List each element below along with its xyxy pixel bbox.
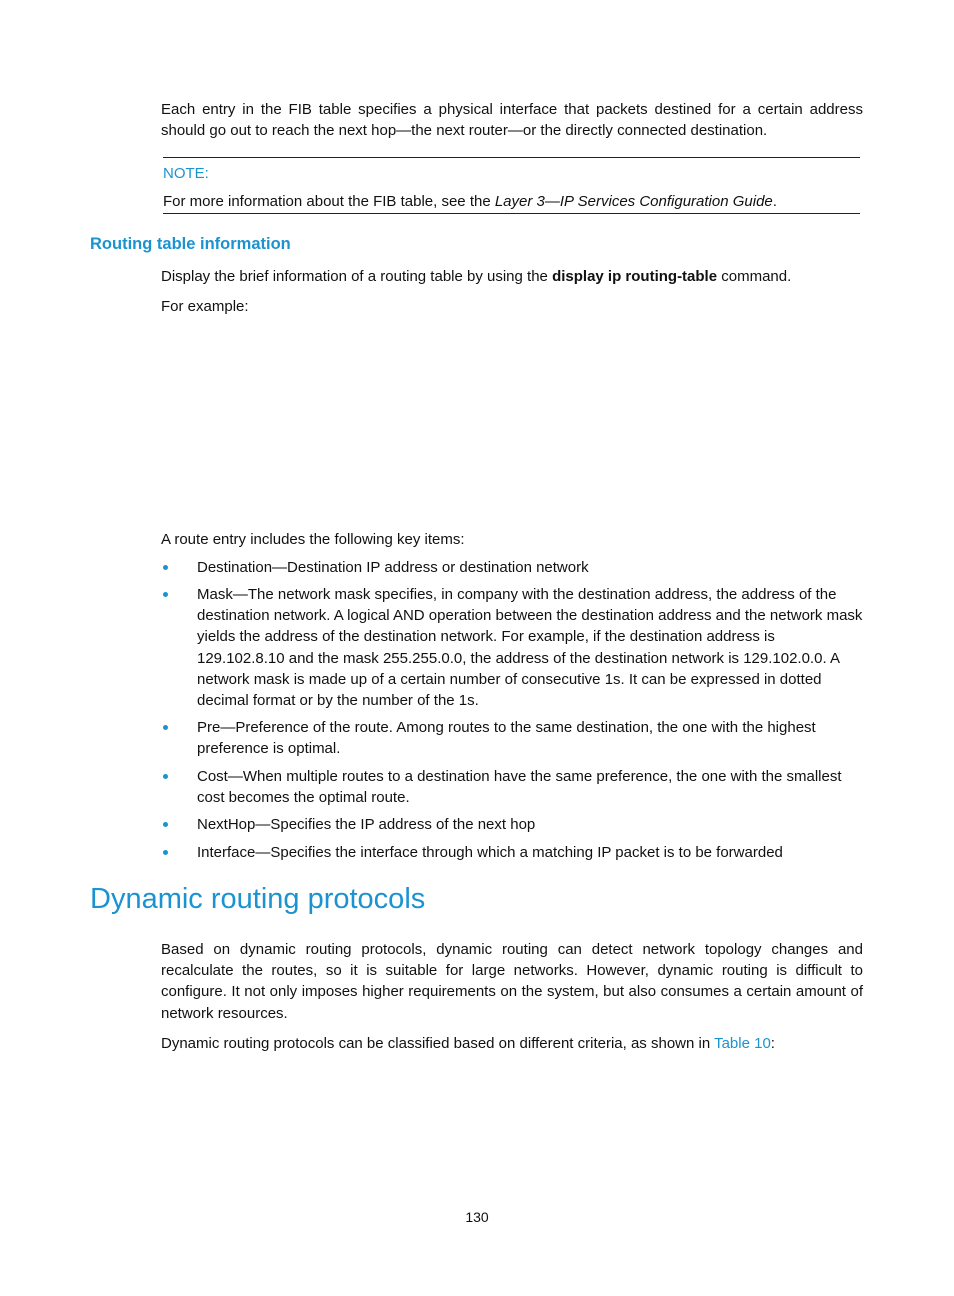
dynamic-paragraph-2-before: Dynamic routing protocols can be classified based on different criteria, as shown in xyxy=(161,1035,715,1052)
bullet-dot xyxy=(163,774,168,779)
display-text-after: command. xyxy=(717,268,792,285)
list-item: Destination—Destination IP address or destination network xyxy=(197,559,589,576)
list-item: Cost—When multiple routes to a destination have the same preference, the one with the smallest cost becomes the optimal route. xyxy=(197,768,842,807)
note-text xyxy=(163,193,777,210)
list-item: Interface—Specifies the interface through which a matching IP packet is to be forwarded xyxy=(197,844,783,861)
display-command-paragraph xyxy=(161,266,863,287)
display-text-before: Display the brief information of a routing table by using the xyxy=(161,268,553,285)
note-text-before: For more information about the FIB table, see the xyxy=(163,193,495,210)
note-top-rule xyxy=(163,157,860,158)
bullet-dot xyxy=(163,850,168,855)
key-items-intro: A route entry includes the following key items: xyxy=(161,531,465,548)
list-item: Mask—The network mask specifies, in company with the destination address, the address of the destination network. A logical AND operation between the destination address and the network mask yields the address of the destination network. For example, if the destination address is 129.102.8.10 and the mask 255.255.0.0, the address of the destination network is 129.102.0.0. A network mask is made up of a certain number of consecutive 1s. It can be expressed in dotted decimal format or by the number of the 1s. xyxy=(197,586,863,710)
list-item: Pre—Preference of the route. Among routes to the same destination, the one with the highest preference is optimal. xyxy=(197,719,816,758)
note-label: NOTE: xyxy=(163,165,209,182)
note-text-after: . xyxy=(772,193,777,210)
intro-paragraph: Each entry in the FIB table specifies a physical interface that packets destined for a certain address should go out to reach the next hop—the next router—or the directly connected destination. xyxy=(161,101,863,140)
table-10-link[interactable]: Table 10 xyxy=(714,1035,771,1052)
bullet-dot xyxy=(163,822,168,827)
dynamic-paragraph-1: Based on dynamic routing protocols, dynamic routing can detect network topology changes and recalculate the routes, so it is suitable for large networks. However, dynamic routing is difficult to configure. It not only imposes higher requirements on the system, but also consumes a certain amount of network resources. xyxy=(161,941,863,1022)
list-item: NextHop—Specifies the IP address of the next hop xyxy=(197,816,536,833)
section-heading-dynamic-routing: Dynamic routing protocols xyxy=(90,883,426,915)
guide-title: Layer 3—IP Services Configuration Guide xyxy=(494,193,773,210)
bullet-dot xyxy=(163,592,168,597)
display-command: display ip routing-table xyxy=(552,268,718,285)
page-number: 130 xyxy=(465,1209,489,1225)
dynamic-paragraph-2 xyxy=(161,1033,863,1054)
dynamic-paragraph-2-after: : xyxy=(770,1035,775,1052)
bullet-dot xyxy=(163,725,168,730)
note-bottom-rule xyxy=(163,213,860,214)
bullet-dot xyxy=(163,565,168,570)
section-heading-routing-table: Routing table information xyxy=(90,235,291,253)
for-example-text: For example: xyxy=(161,298,249,315)
